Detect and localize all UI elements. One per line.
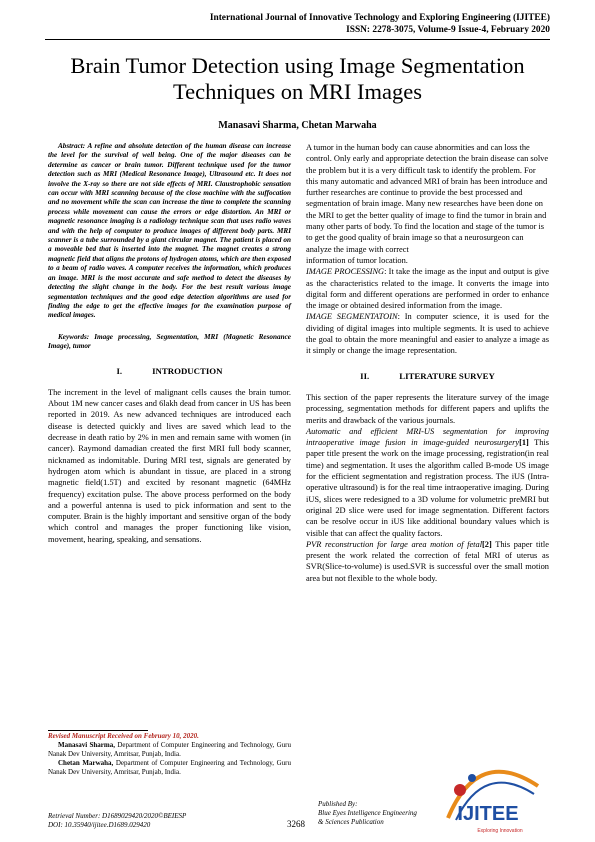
left-column	[48, 142, 291, 545]
logo-text: IJITEE	[457, 803, 519, 825]
reference-title: PVR reconstruction for large area motion of fetal	[306, 539, 483, 549]
affiliation: Department of Computer Engineering and Technology, Guru Nanak Dev University, Amritsar, Punjab, India.	[48, 741, 292, 758]
author-affiliation-2	[48, 759, 291, 777]
reference-number: [1]	[519, 438, 529, 448]
image-processing-paragraph	[306, 266, 549, 311]
literature-intro-paragraph: This section of the paper represents the literature survey of the image processing, segmentation methods for different papers and uplifts the merits and drawback of the various journals.	[306, 392, 549, 425]
reference-title: Automatic and efficient MRI-US segmentation for improving intraoperative image fusion in image-guided neurosurgery	[306, 426, 549, 448]
publisher-line-1: Blue Eyes Intelligence Engineering	[318, 809, 417, 817]
tumor-paragraph-end: information of tumor location.	[306, 255, 408, 265]
journal-logo	[438, 756, 548, 836]
reference-number: [2]	[482, 539, 492, 549]
section-heading-introduction	[48, 366, 291, 377]
image-segmentation-paragraph	[306, 311, 549, 356]
right-column	[306, 142, 549, 584]
term-text: : In computer science, it is used for the dividing of digital images into multiple segments. It is used to achieve the goal to obtain the more meaningful and easier to analyze a image as it simply or change the image representation.	[306, 312, 549, 356]
section-title: LITERATURE SURVEY	[399, 370, 495, 381]
retrieval-number: Retrieval Number: D1689029420/2020©BEIESP	[48, 812, 187, 820]
section-heading-literature-survey	[306, 371, 549, 382]
footer-publisher	[318, 800, 417, 827]
affiliation: Department of Computer Engineering and Technology, Guru Nanak Dev University, Amritsar, Punjab, India.	[48, 759, 292, 776]
published-by: Published By:	[318, 800, 358, 808]
logo-dot-red	[454, 784, 466, 796]
abstract: Abstract: A refine and absolute detection of the human disease can increase the level for the survival of well being. One of the major diseases can be determine as cancer or brain tumor. Different technique used for the tumor detection such as MRI (Medical Resonance Image), Ultrasound etc. It does not involve the X-ray so there are not side effects of MRI. Claustrophobic sensation can occur with MRI scanning because of the close machine with the suffocation and no movement while the scan can increase the time to complete the scanning process while movement can cause the errors or edge distortion. An MRI or magnetic resonance imaging is a radiology technique scan that uses radio waves and with the help of computer to produce images of different body parts. MRI scanner is a tube surrounded by a giant circular magnet. The patient is placed on a moveable bed that is inserted into the magnet. The magnet creates a strong magnetic field that aligns the protons of hydrogen atoms, which are then exposed to a beam of radio waves. A computer receives the information, which produces an image. MRI is the most accurate and safe method to detect the diseases by detecting the slight change in the body. For the best result various image segmentation techniques and the good edge detection algorithms are used for finding the edge to get the effective images for the examination purpose of medical images.	[48, 142, 291, 320]
header-rule	[45, 39, 550, 40]
author-affiliation-1	[48, 741, 291, 759]
authors: Manasavi Sharma, Chetan Marwaha	[218, 120, 377, 131]
keywords: Keywords: Image processing, Segmentation, MRI (Magnetic Resonance Image), tumor	[48, 332, 291, 351]
received-date: Revised Manuscript Received on February 10, 2020.	[48, 732, 199, 740]
term-text: : It take the image as the input and output is give as the characteristics related to the image. It converts the image into digital form and different operations are performed in order to enhance the image or obtained desired information from the image.	[306, 267, 549, 311]
reference-text: This paper title present the work related the correction of fetal MRI of uterus as SVR(Slice-to-volume) is used.SVR is successful over the small motion area but not flexible to the whole body.	[306, 539, 549, 583]
reference-text: This paper title present the work on the image processing, registration(in real time) and segmentation. It uses the algorithm called B-mode US image for the efficient segmentation and registration process. The iUS (Intra-operative ultrasound) is for the real time intraoperative imaging. During iUS, slices were redesigned to a 3D volume for volumetric preMRI but original 2D slice were used for image segmentation. Different factors can be resolve occur in iUS like additional boundary values which is visible that can affect the quality factors.	[306, 438, 549, 538]
section-title: INTRODUCTION	[152, 365, 223, 376]
section-number: II.	[360, 370, 370, 381]
reference-1-paragraph	[306, 426, 549, 539]
title-line-2: Techniques on MRI Images	[173, 79, 422, 104]
intro-paragraph: The increment in the level of malignant cells causes the brain tumor. About 1M new cancer cases and 6lakh dead from cancer in US has been reported in 2019. As new advanced techniques are introduced each disease is detected quickly and lives are saved which lead to the decrease in death ratio by 2% in men and remain same with women (in cancer). Raymond damadian created the first MRI full body scanner, nicknamed as indomitable. During MRI test, signals are generated by hydrogen atom which is abundant in tissue, are placed in a strong magnetic field(1.5T) and excited by resonant magnetic (64MHz frequency) excitation pulse. The above process performed on the body and a powerful antenna is used to pick information and sent to the computer. Brain is the highly important and sensitive organ of the body which control and manages the proper functioning like vision, movement, hearing, speaking, and sensations.	[48, 387, 291, 544]
footer-left	[48, 812, 186, 830]
tumor-paragraph: A tumor in the human body can cause abnormities and can loss the control. Only early and appropriate detection the brain disease can solve the problem but it is a very difficult task to identify the problem. For this many automatic and advanced MRI of brain has been introduce and further researches are continue to provide the best processed and segmentation of brain image. Many new researches have been done on the MRI to get the better quality of image to find the tumor in brain and many other parts of body. To find the location and stage of the tumor is to get the good quality of brain image so that a neurosurgeon can analyze the image with correct	[306, 143, 549, 254]
footnote-rule	[48, 730, 148, 731]
logo-ring-text: Exploring Innovation	[477, 828, 523, 834]
title-line-1: Brain Tumor Detection using Image Segmentation	[70, 53, 525, 78]
journal-header	[210, 12, 550, 36]
author-name: Chetan Marwaha,	[58, 759, 114, 767]
paper-title	[40, 53, 555, 105]
journal-issn: ISSN: 2278-3075, Volume-9 Issue-4, February 2020	[346, 25, 550, 35]
publisher-line-2: & Sciences Publication	[318, 818, 384, 826]
term-label: IMAGE SEGMENTATOIN	[306, 312, 398, 322]
term-label: IMAGE PROCESSING	[306, 267, 385, 277]
page-number: 3268	[287, 819, 305, 829]
logo-dot-blue	[468, 774, 476, 782]
section-number: I.	[116, 365, 123, 376]
footnote	[48, 732, 291, 777]
journal-name: International Journal of Innovative Technology and Exploring Engineering (IJITEE)	[209, 13, 550, 23]
doi: DOI: 10.35940/ijitee.D1689.029420	[48, 821, 151, 829]
author-name: Manasavi Sharma,	[58, 741, 115, 749]
reference-2-paragraph	[306, 539, 549, 584]
